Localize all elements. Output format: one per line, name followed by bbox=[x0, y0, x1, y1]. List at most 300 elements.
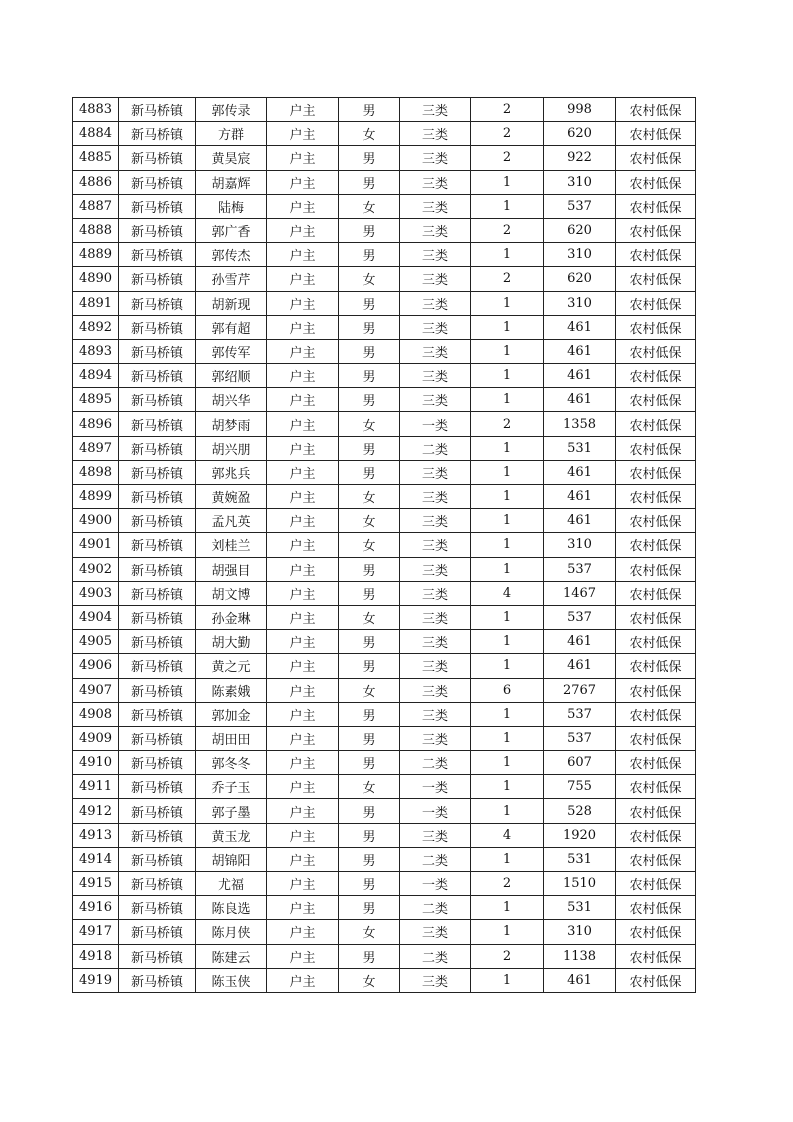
cell-name: 郭有超 bbox=[196, 315, 267, 339]
cell-household-size: 6 bbox=[471, 678, 544, 702]
cell-town: 新马桥镇 bbox=[119, 436, 196, 460]
cell-amount: 310 bbox=[544, 920, 616, 944]
cell-household-size: 1 bbox=[471, 702, 544, 726]
table-body bbox=[73, 98, 696, 993]
cell-relation: 户主 bbox=[267, 509, 339, 533]
cell-household-size: 1 bbox=[471, 315, 544, 339]
cell-row-number: 4896 bbox=[73, 412, 119, 436]
cell-name: 郭广香 bbox=[196, 218, 267, 242]
cell-relation: 户主 bbox=[267, 847, 339, 871]
cell-relation: 户主 bbox=[267, 388, 339, 412]
cell-relation: 户主 bbox=[267, 364, 339, 388]
cell-household-size: 2 bbox=[471, 267, 544, 291]
cell-household-size: 2 bbox=[471, 872, 544, 896]
table-row bbox=[73, 847, 696, 871]
cell-amount: 461 bbox=[544, 460, 616, 484]
cell-amount: 461 bbox=[544, 630, 616, 654]
cell-relation: 户主 bbox=[267, 678, 339, 702]
cell-program-type: 农村低保 bbox=[616, 364, 696, 388]
cell-gender: 女 bbox=[339, 485, 400, 509]
cell-amount: 461 bbox=[544, 509, 616, 533]
cell-amount: 461 bbox=[544, 315, 616, 339]
cell-household-size: 1 bbox=[471, 726, 544, 750]
cell-town: 新马桥镇 bbox=[119, 702, 196, 726]
cell-gender: 男 bbox=[339, 896, 400, 920]
table-row bbox=[73, 702, 696, 726]
cell-program-type: 农村低保 bbox=[616, 968, 696, 992]
cell-row-number: 4887 bbox=[73, 194, 119, 218]
table-row bbox=[73, 799, 696, 823]
table-row bbox=[73, 726, 696, 750]
cell-amount: 310 bbox=[544, 291, 616, 315]
cell-gender: 男 bbox=[339, 702, 400, 726]
cell-name: 黄之元 bbox=[196, 654, 267, 678]
cell-town: 新马桥镇 bbox=[119, 896, 196, 920]
cell-program-type: 农村低保 bbox=[616, 218, 696, 242]
cell-household-size: 1 bbox=[471, 194, 544, 218]
cell-program-type: 农村低保 bbox=[616, 823, 696, 847]
cell-name: 胡田田 bbox=[196, 726, 267, 750]
cell-row-number: 4914 bbox=[73, 847, 119, 871]
cell-relation: 户主 bbox=[267, 243, 339, 267]
cell-category: 三类 bbox=[400, 218, 471, 242]
table-row bbox=[73, 267, 696, 291]
cell-category: 三类 bbox=[400, 485, 471, 509]
table-row bbox=[73, 460, 696, 484]
cell-row-number: 4908 bbox=[73, 702, 119, 726]
table-row bbox=[73, 896, 696, 920]
cell-relation: 户主 bbox=[267, 605, 339, 629]
cell-program-type: 农村低保 bbox=[616, 581, 696, 605]
cell-household-size: 2 bbox=[471, 98, 544, 122]
cell-amount: 461 bbox=[544, 364, 616, 388]
cell-household-size: 1 bbox=[471, 243, 544, 267]
cell-name: 乔子玉 bbox=[196, 775, 267, 799]
cell-amount: 461 bbox=[544, 339, 616, 363]
cell-amount: 461 bbox=[544, 654, 616, 678]
cell-relation: 户主 bbox=[267, 968, 339, 992]
cell-relation: 户主 bbox=[267, 702, 339, 726]
cell-relation: 户主 bbox=[267, 799, 339, 823]
cell-relation: 户主 bbox=[267, 460, 339, 484]
cell-household-size: 1 bbox=[471, 654, 544, 678]
cell-relation: 户主 bbox=[267, 122, 339, 146]
cell-category: 三类 bbox=[400, 243, 471, 267]
cell-program-type: 农村低保 bbox=[616, 267, 696, 291]
cell-category: 三类 bbox=[400, 605, 471, 629]
cell-category: 三类 bbox=[400, 460, 471, 484]
cell-program-type: 农村低保 bbox=[616, 98, 696, 122]
welfare-recipients-table bbox=[72, 97, 696, 993]
cell-row-number: 4902 bbox=[73, 557, 119, 581]
cell-name: 黄婉盈 bbox=[196, 485, 267, 509]
cell-gender: 男 bbox=[339, 315, 400, 339]
cell-town: 新马桥镇 bbox=[119, 775, 196, 799]
cell-row-number: 4890 bbox=[73, 267, 119, 291]
cell-household-size: 2 bbox=[471, 122, 544, 146]
cell-town: 新马桥镇 bbox=[119, 146, 196, 170]
cell-relation: 户主 bbox=[267, 533, 339, 557]
cell-town: 新马桥镇 bbox=[119, 968, 196, 992]
cell-name: 郭传杰 bbox=[196, 243, 267, 267]
cell-household-size: 2 bbox=[471, 944, 544, 968]
cell-amount: 2767 bbox=[544, 678, 616, 702]
cell-program-type: 农村低保 bbox=[616, 605, 696, 629]
cell-row-number: 4895 bbox=[73, 388, 119, 412]
cell-category: 三类 bbox=[400, 315, 471, 339]
cell-town: 新马桥镇 bbox=[119, 412, 196, 436]
cell-relation: 户主 bbox=[267, 339, 339, 363]
cell-town: 新马桥镇 bbox=[119, 799, 196, 823]
cell-row-number: 4899 bbox=[73, 485, 119, 509]
cell-name: 胡嘉辉 bbox=[196, 170, 267, 194]
table-row bbox=[73, 581, 696, 605]
cell-category: 三类 bbox=[400, 557, 471, 581]
cell-household-size: 1 bbox=[471, 436, 544, 460]
cell-amount: 528 bbox=[544, 799, 616, 823]
table-row bbox=[73, 968, 696, 992]
table-row bbox=[73, 339, 696, 363]
cell-town: 新马桥镇 bbox=[119, 944, 196, 968]
cell-household-size: 1 bbox=[471, 170, 544, 194]
cell-row-number: 4885 bbox=[73, 146, 119, 170]
cell-gender: 男 bbox=[339, 364, 400, 388]
cell-gender: 女 bbox=[339, 678, 400, 702]
cell-program-type: 农村低保 bbox=[616, 751, 696, 775]
cell-row-number: 4898 bbox=[73, 460, 119, 484]
cell-gender: 男 bbox=[339, 291, 400, 315]
cell-row-number: 4883 bbox=[73, 98, 119, 122]
cell-town: 新马桥镇 bbox=[119, 485, 196, 509]
table-row bbox=[73, 388, 696, 412]
cell-relation: 户主 bbox=[267, 194, 339, 218]
cell-name: 胡锦阳 bbox=[196, 847, 267, 871]
table-row bbox=[73, 122, 696, 146]
cell-gender: 男 bbox=[339, 823, 400, 847]
cell-gender: 男 bbox=[339, 751, 400, 775]
cell-category: 三类 bbox=[400, 533, 471, 557]
cell-program-type: 农村低保 bbox=[616, 702, 696, 726]
cell-gender: 女 bbox=[339, 968, 400, 992]
cell-category: 一类 bbox=[400, 799, 471, 823]
cell-town: 新马桥镇 bbox=[119, 460, 196, 484]
cell-amount: 537 bbox=[544, 605, 616, 629]
table-row bbox=[73, 218, 696, 242]
cell-amount: 461 bbox=[544, 388, 616, 412]
cell-row-number: 4918 bbox=[73, 944, 119, 968]
cell-household-size: 1 bbox=[471, 533, 544, 557]
cell-category: 三类 bbox=[400, 654, 471, 678]
cell-gender: 女 bbox=[339, 194, 400, 218]
cell-name: 尤福 bbox=[196, 872, 267, 896]
cell-town: 新马桥镇 bbox=[119, 364, 196, 388]
cell-name: 郭冬冬 bbox=[196, 751, 267, 775]
cell-gender: 男 bbox=[339, 847, 400, 871]
cell-row-number: 4905 bbox=[73, 630, 119, 654]
cell-relation: 户主 bbox=[267, 267, 339, 291]
cell-town: 新马桥镇 bbox=[119, 98, 196, 122]
cell-amount: 537 bbox=[544, 702, 616, 726]
cell-amount: 531 bbox=[544, 847, 616, 871]
cell-amount: 755 bbox=[544, 775, 616, 799]
table-row bbox=[73, 920, 696, 944]
cell-town: 新马桥镇 bbox=[119, 170, 196, 194]
cell-program-type: 农村低保 bbox=[616, 194, 696, 218]
cell-gender: 男 bbox=[339, 243, 400, 267]
cell-program-type: 农村低保 bbox=[616, 896, 696, 920]
cell-relation: 户主 bbox=[267, 775, 339, 799]
cell-name: 胡兴华 bbox=[196, 388, 267, 412]
cell-row-number: 4903 bbox=[73, 581, 119, 605]
cell-program-type: 农村低保 bbox=[616, 122, 696, 146]
cell-category: 三类 bbox=[400, 823, 471, 847]
cell-relation: 户主 bbox=[267, 751, 339, 775]
table-row bbox=[73, 509, 696, 533]
cell-gender: 女 bbox=[339, 920, 400, 944]
cell-gender: 男 bbox=[339, 872, 400, 896]
cell-name: 郭传军 bbox=[196, 339, 267, 363]
cell-relation: 户主 bbox=[267, 315, 339, 339]
cell-name: 孟凡英 bbox=[196, 509, 267, 533]
cell-category: 三类 bbox=[400, 702, 471, 726]
cell-program-type: 农村低保 bbox=[616, 775, 696, 799]
cell-category: 三类 bbox=[400, 509, 471, 533]
cell-category: 三类 bbox=[400, 920, 471, 944]
cell-gender: 女 bbox=[339, 509, 400, 533]
cell-gender: 男 bbox=[339, 630, 400, 654]
cell-name: 胡大勤 bbox=[196, 630, 267, 654]
table-row bbox=[73, 243, 696, 267]
cell-town: 新马桥镇 bbox=[119, 872, 196, 896]
cell-household-size: 2 bbox=[471, 146, 544, 170]
cell-gender: 男 bbox=[339, 654, 400, 678]
cell-gender: 男 bbox=[339, 339, 400, 363]
table-row bbox=[73, 194, 696, 218]
cell-amount: 310 bbox=[544, 533, 616, 557]
table-row bbox=[73, 654, 696, 678]
cell-amount: 607 bbox=[544, 751, 616, 775]
cell-name: 郭绍顺 bbox=[196, 364, 267, 388]
cell-row-number: 4884 bbox=[73, 122, 119, 146]
cell-category: 三类 bbox=[400, 170, 471, 194]
cell-household-size: 1 bbox=[471, 485, 544, 509]
cell-row-number: 4915 bbox=[73, 872, 119, 896]
cell-gender: 男 bbox=[339, 557, 400, 581]
cell-town: 新马桥镇 bbox=[119, 533, 196, 557]
cell-category: 三类 bbox=[400, 267, 471, 291]
cell-relation: 户主 bbox=[267, 630, 339, 654]
table-row bbox=[73, 291, 696, 315]
cell-gender: 女 bbox=[339, 412, 400, 436]
cell-household-size: 2 bbox=[471, 412, 544, 436]
cell-amount: 531 bbox=[544, 896, 616, 920]
cell-row-number: 4897 bbox=[73, 436, 119, 460]
cell-amount: 461 bbox=[544, 968, 616, 992]
cell-gender: 女 bbox=[339, 267, 400, 291]
cell-name: 胡新现 bbox=[196, 291, 267, 315]
cell-program-type: 农村低保 bbox=[616, 726, 696, 750]
cell-program-type: 农村低保 bbox=[616, 170, 696, 194]
cell-amount: 310 bbox=[544, 170, 616, 194]
cell-gender: 男 bbox=[339, 726, 400, 750]
cell-gender: 男 bbox=[339, 799, 400, 823]
cell-household-size: 1 bbox=[471, 896, 544, 920]
cell-category: 三类 bbox=[400, 388, 471, 412]
cell-relation: 户主 bbox=[267, 98, 339, 122]
cell-town: 新马桥镇 bbox=[119, 920, 196, 944]
cell-program-type: 农村低保 bbox=[616, 557, 696, 581]
cell-gender: 女 bbox=[339, 533, 400, 557]
cell-town: 新马桥镇 bbox=[119, 581, 196, 605]
cell-name: 黄玉龙 bbox=[196, 823, 267, 847]
cell-household-size: 1 bbox=[471, 751, 544, 775]
cell-category: 二类 bbox=[400, 436, 471, 460]
table-row bbox=[73, 775, 696, 799]
cell-category: 二类 bbox=[400, 751, 471, 775]
cell-relation: 户主 bbox=[267, 944, 339, 968]
cell-gender: 女 bbox=[339, 122, 400, 146]
cell-program-type: 农村低保 bbox=[616, 485, 696, 509]
cell-row-number: 4892 bbox=[73, 315, 119, 339]
cell-relation: 户主 bbox=[267, 218, 339, 242]
cell-row-number: 4900 bbox=[73, 509, 119, 533]
cell-relation: 户主 bbox=[267, 920, 339, 944]
cell-name: 陈月侠 bbox=[196, 920, 267, 944]
cell-town: 新马桥镇 bbox=[119, 339, 196, 363]
cell-household-size: 1 bbox=[471, 388, 544, 412]
cell-row-number: 4906 bbox=[73, 654, 119, 678]
cell-name: 陆梅 bbox=[196, 194, 267, 218]
table-row bbox=[73, 533, 696, 557]
cell-category: 三类 bbox=[400, 194, 471, 218]
cell-household-size: 1 bbox=[471, 557, 544, 581]
cell-relation: 户主 bbox=[267, 557, 339, 581]
cell-town: 新马桥镇 bbox=[119, 726, 196, 750]
cell-town: 新马桥镇 bbox=[119, 751, 196, 775]
cell-town: 新马桥镇 bbox=[119, 509, 196, 533]
cell-category: 二类 bbox=[400, 944, 471, 968]
cell-household-size: 1 bbox=[471, 920, 544, 944]
cell-program-type: 农村低保 bbox=[616, 944, 696, 968]
cell-row-number: 4893 bbox=[73, 339, 119, 363]
cell-household-size: 1 bbox=[471, 775, 544, 799]
cell-category: 二类 bbox=[400, 896, 471, 920]
cell-amount: 310 bbox=[544, 243, 616, 267]
cell-relation: 户主 bbox=[267, 823, 339, 847]
cell-town: 新马桥镇 bbox=[119, 557, 196, 581]
cell-row-number: 4909 bbox=[73, 726, 119, 750]
cell-row-number: 4888 bbox=[73, 218, 119, 242]
cell-name: 孙金琳 bbox=[196, 605, 267, 629]
cell-program-type: 农村低保 bbox=[616, 654, 696, 678]
cell-household-size: 1 bbox=[471, 364, 544, 388]
cell-household-size: 1 bbox=[471, 847, 544, 871]
cell-row-number: 4917 bbox=[73, 920, 119, 944]
table-row bbox=[73, 872, 696, 896]
cell-program-type: 农村低保 bbox=[616, 799, 696, 823]
cell-household-size: 1 bbox=[471, 799, 544, 823]
cell-category: 一类 bbox=[400, 872, 471, 896]
cell-household-size: 1 bbox=[471, 339, 544, 363]
cell-program-type: 农村低保 bbox=[616, 509, 696, 533]
table-row bbox=[73, 751, 696, 775]
cell-program-type: 农村低保 bbox=[616, 533, 696, 557]
cell-town: 新马桥镇 bbox=[119, 630, 196, 654]
cell-program-type: 农村低保 bbox=[616, 678, 696, 702]
cell-row-number: 4886 bbox=[73, 170, 119, 194]
cell-name: 郭子墨 bbox=[196, 799, 267, 823]
cell-name: 郭传录 bbox=[196, 98, 267, 122]
cell-name: 胡兴朋 bbox=[196, 436, 267, 460]
cell-row-number: 4916 bbox=[73, 896, 119, 920]
cell-household-size: 2 bbox=[471, 218, 544, 242]
cell-town: 新马桥镇 bbox=[119, 122, 196, 146]
cell-row-number: 4913 bbox=[73, 823, 119, 847]
cell-household-size: 1 bbox=[471, 460, 544, 484]
cell-household-size: 1 bbox=[471, 630, 544, 654]
cell-gender: 男 bbox=[339, 581, 400, 605]
cell-name: 方群 bbox=[196, 122, 267, 146]
cell-name: 孙雪芹 bbox=[196, 267, 267, 291]
cell-name: 陈建云 bbox=[196, 944, 267, 968]
cell-amount: 620 bbox=[544, 122, 616, 146]
cell-category: 三类 bbox=[400, 98, 471, 122]
cell-category: 一类 bbox=[400, 775, 471, 799]
cell-name: 胡文博 bbox=[196, 581, 267, 605]
cell-row-number: 4910 bbox=[73, 751, 119, 775]
cell-name: 陈良选 bbox=[196, 896, 267, 920]
cell-household-size: 1 bbox=[471, 291, 544, 315]
cell-gender: 女 bbox=[339, 775, 400, 799]
cell-program-type: 农村低保 bbox=[616, 847, 696, 871]
cell-name: 郭加金 bbox=[196, 702, 267, 726]
cell-category: 二类 bbox=[400, 847, 471, 871]
cell-name: 胡梦雨 bbox=[196, 412, 267, 436]
cell-town: 新马桥镇 bbox=[119, 218, 196, 242]
cell-program-type: 农村低保 bbox=[616, 388, 696, 412]
cell-relation: 户主 bbox=[267, 291, 339, 315]
cell-gender: 男 bbox=[339, 98, 400, 122]
cell-name: 胡强目 bbox=[196, 557, 267, 581]
cell-category: 三类 bbox=[400, 630, 471, 654]
cell-gender: 男 bbox=[339, 170, 400, 194]
cell-program-type: 农村低保 bbox=[616, 291, 696, 315]
cell-town: 新马桥镇 bbox=[119, 243, 196, 267]
cell-relation: 户主 bbox=[267, 896, 339, 920]
cell-gender: 男 bbox=[339, 436, 400, 460]
cell-town: 新马桥镇 bbox=[119, 291, 196, 315]
table-row bbox=[73, 170, 696, 194]
cell-row-number: 4889 bbox=[73, 243, 119, 267]
table-row bbox=[73, 98, 696, 122]
cell-category: 三类 bbox=[400, 146, 471, 170]
cell-program-type: 农村低保 bbox=[616, 146, 696, 170]
cell-household-size: 4 bbox=[471, 823, 544, 847]
table-row bbox=[73, 315, 696, 339]
cell-relation: 户主 bbox=[267, 485, 339, 509]
cell-relation: 户主 bbox=[267, 654, 339, 678]
cell-gender: 男 bbox=[339, 944, 400, 968]
cell-household-size: 1 bbox=[471, 968, 544, 992]
cell-amount: 537 bbox=[544, 557, 616, 581]
cell-amount: 1920 bbox=[544, 823, 616, 847]
cell-program-type: 农村低保 bbox=[616, 412, 696, 436]
table-row bbox=[73, 678, 696, 702]
cell-program-type: 农村低保 bbox=[616, 872, 696, 896]
cell-gender: 女 bbox=[339, 605, 400, 629]
cell-relation: 户主 bbox=[267, 726, 339, 750]
cell-town: 新马桥镇 bbox=[119, 654, 196, 678]
